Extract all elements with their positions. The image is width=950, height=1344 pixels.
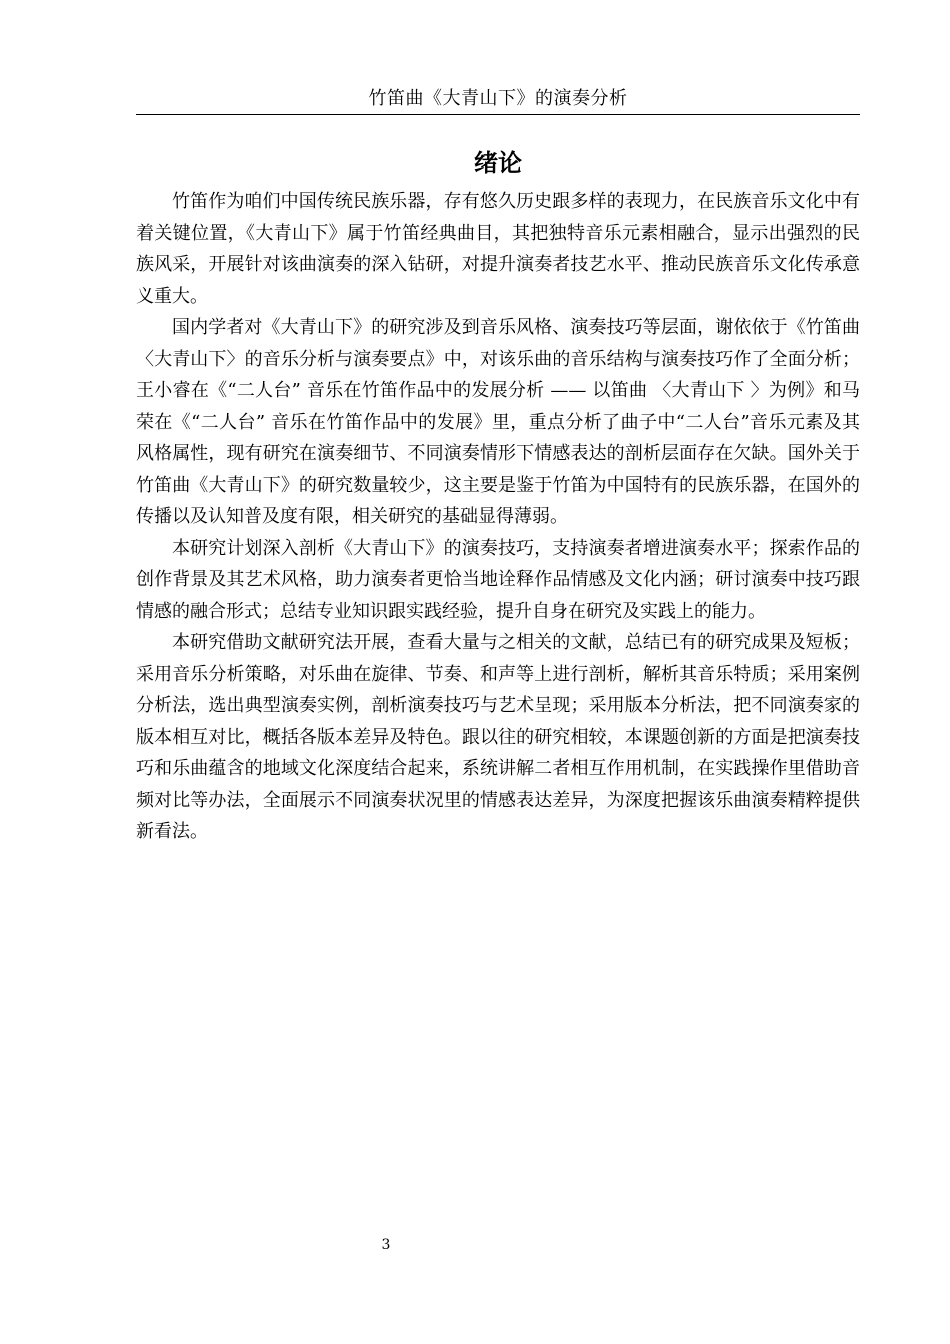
body-text: [136, 186, 860, 848]
section-title: 绪论: [474, 149, 522, 177]
paragraph: 国内学者对《大青山下》的研究涉及到音乐风格、演奏技巧等层面，谢依依于《竹笛曲〈大青山下〉的音乐分析与演奏要点》中，对该乐曲的音乐结构与演奏技巧作了全面分析；王小睿在《“二人台” 音乐在竹笛作品中的发展分析 —— 以笛曲 〈大青山下 〉为例》和马荣在《“二人台” 音乐在竹笛作品中的发展》里，重点分析了曲子中“二人台”音乐元素及其风格属性，现有研究在演奏细节、不同演奏情形下情感表达的剖析层面存在欠缺。国外关于竹笛曲《大青山下》的研究数量较少，这主要是鉴于竹笛为中国特有的民族乐器，在国外的传播以及认知普及度有限，相关研究的基础显得薄弱。: [136, 317, 860, 527]
page-number: 3: [381, 1237, 391, 1253]
paragraph: 本研究计划深入剖析《大青山下》的演奏技巧，支持演奏者增进演奏水平；探索作品的创作背景及其艺术风格，助力演奏者更恰当地诠释作品情感及文化内涵；研讨演奏中技巧跟情感的融合形式；总结专业知识跟实践经验，提升自身在研究及实践上的能力。: [136, 537, 860, 622]
header-rule: [136, 114, 860, 115]
running-header: 竹笛曲《大青山下》的演奏分析: [368, 88, 628, 109]
paragraph: 竹笛作为咱们中国传统民族乐器，存有悠久历史跟多样的表现力，在民族音乐文化中有着关键位置，《大青山下》属于竹笛经典曲目，其把独特音乐元素相融合，显示出强烈的民族风采，开展针对该曲演奏的深入钻研，对提升演奏者技艺水平、推动民族音乐文化传承意义重大。: [136, 191, 860, 307]
paragraph: 本研究借助文献研究法开展，查看大量与之相关的文献，总结已有的研究成果及短板；采用音乐分析策略，对乐曲在旋律、节奏、和声等上进行剖析，解析其音乐特质；采用案例分析法，选出典型演奏实例，剖析演奏技巧与艺术呈现；采用版本分析法，把不同演奏家的版本相互对比，概括各版本差异及特色。跟以往的研究相较，本课题创新的方面是把演奏技巧和乐曲蕴含的地域文化深度结合起来，系统讲解二者相互作用机制，在实践操作里借助音频对比等办法，全面展示不同演奏状况里的情感表达差异，为深度把握该乐曲演奏精粹提供新看法。: [136, 632, 860, 842]
